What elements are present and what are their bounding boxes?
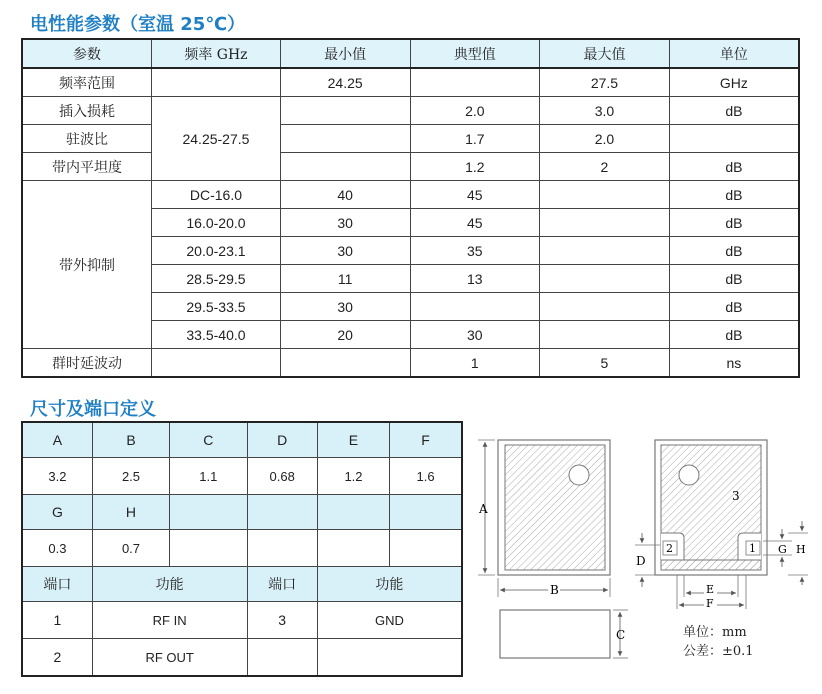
empty-cell bbox=[170, 530, 247, 567]
max-cell: 3.0 bbox=[540, 97, 670, 125]
dim-g-label: G bbox=[778, 543, 787, 556]
dim-h-label: H bbox=[796, 543, 806, 556]
empty-cell bbox=[317, 495, 389, 530]
max-cell bbox=[540, 181, 670, 209]
freq-cell: 20.0-23.1 bbox=[152, 237, 281, 265]
unit-cell: dB bbox=[669, 181, 799, 209]
max-cell bbox=[540, 237, 670, 265]
max-cell bbox=[540, 265, 670, 293]
min-cell: 24.25 bbox=[280, 68, 410, 97]
port-row bbox=[22, 639, 462, 677]
port-function: GND bbox=[317, 602, 462, 639]
min-cell: 30 bbox=[280, 237, 410, 265]
max-cell bbox=[540, 209, 670, 237]
dimension-label-row bbox=[22, 422, 462, 458]
empty-cell bbox=[390, 495, 462, 530]
freq-cell: DC-16.0 bbox=[152, 181, 281, 209]
param-cell: 带外抑制 bbox=[22, 181, 152, 349]
dim-b-label: B bbox=[550, 583, 559, 597]
typ-cell: 35 bbox=[410, 237, 540, 265]
package-outline-drawing bbox=[470, 425, 815, 685]
section-title-dimensions: 尺寸及端口定义 bbox=[30, 399, 156, 420]
dim-d-label: D bbox=[636, 554, 646, 568]
unit-cell: dB bbox=[669, 153, 799, 181]
header-param: 参数 bbox=[22, 39, 152, 68]
bottom-view bbox=[635, 440, 808, 610]
port-function: RF OUT bbox=[92, 639, 247, 677]
port-number bbox=[247, 639, 317, 677]
unit-cell: dB bbox=[669, 97, 799, 125]
freq-cell: 28.5-29.5 bbox=[152, 265, 281, 293]
port-1-label: 1 bbox=[749, 542, 756, 555]
port-number: 1 bbox=[22, 602, 92, 639]
port-header-row bbox=[22, 567, 462, 602]
empty-cell bbox=[247, 495, 317, 530]
port-row bbox=[22, 602, 462, 639]
dim-value-c: 1.1 bbox=[170, 458, 247, 495]
min-cell bbox=[280, 349, 410, 378]
unit-cell bbox=[669, 125, 799, 153]
dim-label-g: G bbox=[22, 495, 92, 530]
dim-label-d: D bbox=[247, 422, 317, 458]
dim-value-e: 1.2 bbox=[317, 458, 389, 495]
dimension-value-row bbox=[22, 458, 462, 495]
typ-cell: 1.2 bbox=[410, 153, 540, 181]
empty-cell bbox=[247, 530, 317, 567]
typ-cell: 45 bbox=[410, 209, 540, 237]
max-cell bbox=[540, 321, 670, 349]
tolerance-note: 公差：±0.1 bbox=[683, 644, 754, 659]
freq-cell: 33.5-40.0 bbox=[152, 321, 281, 349]
min-cell bbox=[280, 97, 410, 125]
freq-cell: 29.5-33.5 bbox=[152, 293, 281, 321]
port-header: 端口 bbox=[247, 567, 317, 602]
unit-cell: dB bbox=[669, 209, 799, 237]
dim-label-h: H bbox=[92, 495, 169, 530]
min-cell: 30 bbox=[280, 209, 410, 237]
table-row bbox=[22, 349, 799, 378]
typ-cell: 1.7 bbox=[410, 125, 540, 153]
dim-label-c: C bbox=[170, 422, 247, 458]
param-cell: 带内平坦度 bbox=[22, 153, 152, 181]
unit-cell: dB bbox=[669, 321, 799, 349]
min-cell: 30 bbox=[280, 293, 410, 321]
dim-label-e: E bbox=[317, 422, 389, 458]
param-cell: 频率范围 bbox=[22, 68, 152, 97]
typ-cell bbox=[410, 68, 540, 97]
dim-value-g: 0.3 bbox=[22, 530, 92, 567]
dim-label-a: A bbox=[22, 422, 92, 458]
min-cell bbox=[280, 125, 410, 153]
function-header: 功能 bbox=[317, 567, 462, 602]
dim-value-b: 2.5 bbox=[92, 458, 169, 495]
table-row bbox=[22, 153, 799, 181]
typ-cell bbox=[410, 293, 540, 321]
param-cell: 插入损耗 bbox=[22, 97, 152, 125]
typ-cell: 13 bbox=[410, 265, 540, 293]
table-row bbox=[22, 68, 799, 97]
table-row bbox=[22, 97, 799, 125]
dim-label-f: F bbox=[390, 422, 462, 458]
port-number: 2 bbox=[22, 639, 92, 677]
freq-cell bbox=[152, 349, 281, 378]
typ-cell: 2.0 bbox=[410, 97, 540, 125]
freq-cell bbox=[152, 68, 281, 97]
min-cell: 11 bbox=[280, 265, 410, 293]
dim-value-d: 0.68 bbox=[247, 458, 317, 495]
table-row bbox=[22, 181, 799, 209]
unit-cell: dB bbox=[669, 293, 799, 321]
dim-value-f: 1.6 bbox=[390, 458, 462, 495]
port-2-label: 2 bbox=[666, 542, 673, 555]
table-row bbox=[22, 125, 799, 153]
port-3-label: 3 bbox=[732, 489, 740, 503]
dim-f-label: F bbox=[706, 597, 714, 610]
freq-cell: 16.0-20.0 bbox=[152, 209, 281, 237]
typ-cell: 1 bbox=[410, 349, 540, 378]
dimension-value-row bbox=[22, 530, 462, 567]
spec-header-row bbox=[22, 39, 799, 68]
empty-cell bbox=[317, 530, 389, 567]
header-typ: 典型值 bbox=[410, 39, 540, 68]
top-view bbox=[478, 440, 610, 597]
dim-label-b: B bbox=[92, 422, 169, 458]
dimension-port-table bbox=[21, 421, 463, 677]
port-header: 端口 bbox=[22, 567, 92, 602]
typ-cell: 30 bbox=[410, 321, 540, 349]
dim-value-a: 3.2 bbox=[22, 458, 92, 495]
min-cell: 40 bbox=[280, 181, 410, 209]
dim-c-label: C bbox=[616, 628, 626, 642]
header-freq: 频率 GHz bbox=[152, 39, 281, 68]
min-cell: 20 bbox=[280, 321, 410, 349]
dim-e-label: E bbox=[706, 583, 715, 596]
header-unit: 单位 bbox=[669, 39, 799, 68]
max-cell: 2 bbox=[540, 153, 670, 181]
freq-cell: 24.25-27.5 bbox=[152, 97, 281, 181]
unit-note: 单位：mm bbox=[683, 625, 747, 640]
unit-cell: dB bbox=[669, 237, 799, 265]
dimension-label-row bbox=[22, 495, 462, 530]
side-view bbox=[500, 610, 628, 658]
unit-cell: dB bbox=[669, 265, 799, 293]
port-number: 3 bbox=[247, 602, 317, 639]
unit-cell: ns bbox=[669, 349, 799, 378]
param-cell: 驻波比 bbox=[22, 125, 152, 153]
electrical-spec-table bbox=[21, 38, 800, 378]
max-cell bbox=[540, 293, 670, 321]
max-cell: 5 bbox=[540, 349, 670, 378]
empty-cell bbox=[170, 495, 247, 530]
unit-cell: GHz bbox=[669, 68, 799, 97]
port-function bbox=[317, 639, 462, 677]
max-cell: 2.0 bbox=[540, 125, 670, 153]
empty-cell bbox=[390, 530, 462, 567]
port-function: RF IN bbox=[92, 602, 247, 639]
function-header: 功能 bbox=[92, 567, 247, 602]
min-cell bbox=[280, 153, 410, 181]
dim-a-label: A bbox=[479, 502, 488, 516]
header-min: 最小值 bbox=[280, 39, 410, 68]
dim-value-h: 0.7 bbox=[92, 530, 169, 567]
typ-cell: 45 bbox=[410, 181, 540, 209]
header-max: 最大值 bbox=[540, 39, 670, 68]
section-title-electrical: 电性能参数（室温 25℃） bbox=[30, 14, 246, 35]
param-cell: 群时延波动 bbox=[22, 349, 152, 378]
max-cell: 27.5 bbox=[540, 68, 670, 97]
